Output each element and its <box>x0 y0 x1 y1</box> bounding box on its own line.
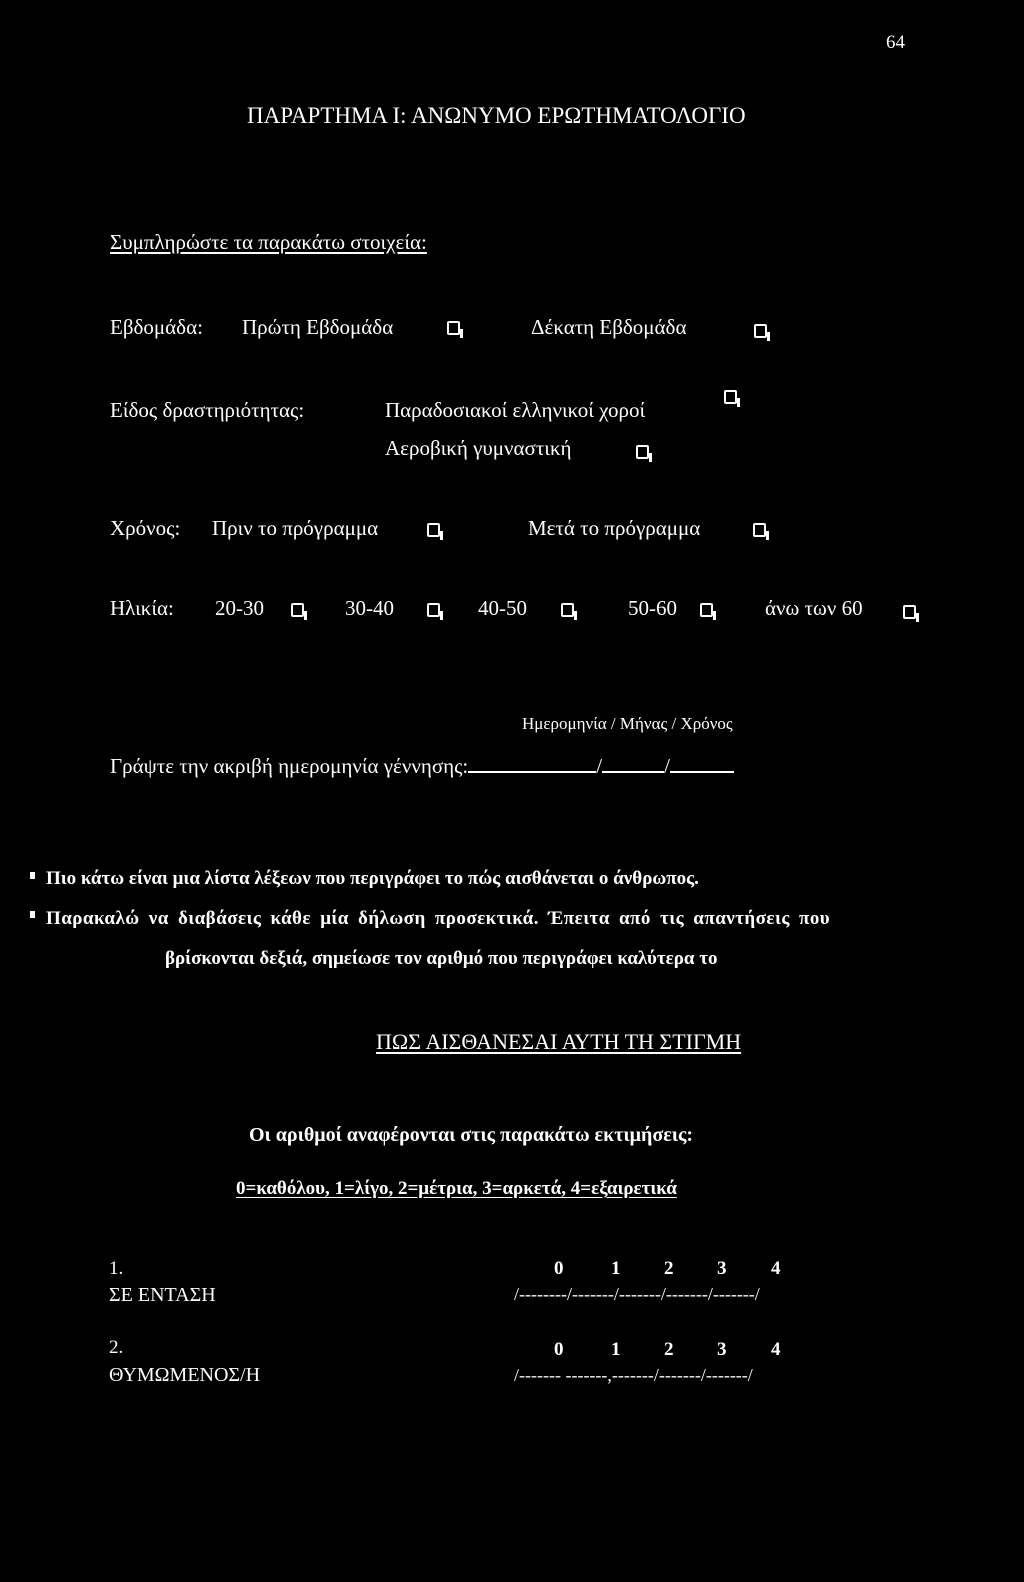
item-2-scale-1[interactable]: 1 <box>611 1339 621 1360</box>
time-option-after: Μετά το πρόγραμμα <box>528 516 701 540</box>
activity-aerobics-checkbox[interactable] <box>636 445 649 459</box>
time-label: Χρόνος: <box>110 516 181 540</box>
age-option-50-60: 50-60 <box>628 596 677 620</box>
week-label: Εβδομάδα: <box>110 315 203 339</box>
week-tenth-checkbox[interactable] <box>754 324 767 338</box>
item-2-scale-2[interactable]: 2 <box>664 1339 674 1360</box>
activity-dance-checkbox[interactable] <box>724 390 737 404</box>
age-label: Ηλικία: <box>110 596 174 620</box>
scale-intro: Οι αριθμοί αναφέρονται στις παρακάτω εκτιμήσεις: <box>249 1124 694 1146</box>
age-50-60-checkbox[interactable] <box>700 603 713 617</box>
time-before-checkbox[interactable] <box>427 523 440 537</box>
item-1-scale-2[interactable]: 2 <box>664 1258 674 1279</box>
page-title: ΠΑΡΑΡΤΗΜΑ Ι: ΑΝΩΝΥΜΟ ΕΡΩΤΗΜΑΤΟΛΟΓΙΟ <box>247 103 746 128</box>
bullet-marker-2 <box>30 911 35 918</box>
item-1-scale-3[interactable]: 3 <box>717 1258 727 1279</box>
bullet-marker-1 <box>30 872 35 879</box>
item-1-scale-1[interactable]: 1 <box>611 1258 621 1279</box>
item-1-scale-line: /--------/-------/-------/-------/-------/ <box>514 1284 760 1304</box>
scale-legend: 0=καθόλου, 1=λίγο, 2=μέτρια, 3=αρκετά, 4=εξαιρετικά <box>236 1178 677 1199</box>
week-first-checkbox[interactable] <box>447 321 460 335</box>
birthdate-month-field[interactable] <box>602 751 664 773</box>
time-option-before: Πριν το πρόγραμμα <box>212 516 379 540</box>
activity-label: Είδος δραστηριότητας: <box>110 398 305 422</box>
bullet-text-2-line-1: Παρακαλώ να διαβάσεις κάθε μία δήλωση προσεκτικά. Έπειτα από τις απαντήσεις που <box>46 908 831 929</box>
week-option-first: Πρώτη Εβδομάδα <box>242 315 394 339</box>
item-2-scale-4[interactable]: 4 <box>771 1339 781 1360</box>
age-20-30-checkbox[interactable] <box>291 603 304 617</box>
age-over-60-checkbox[interactable] <box>903 605 916 619</box>
week-option-tenth: Δέκατη Εβδομάδα <box>531 315 687 339</box>
age-40-50-checkbox[interactable] <box>561 603 574 617</box>
birthdate-row <box>110 751 734 779</box>
item-2-scale-0[interactable]: 0 <box>554 1339 564 1360</box>
time-after-checkbox[interactable] <box>753 523 766 537</box>
age-option-30-40: 30-40 <box>345 596 394 620</box>
age-30-40-checkbox[interactable] <box>427 603 440 617</box>
item-1-scale-0[interactable]: 0 <box>554 1258 564 1279</box>
bullet-text-1: Πιο κάτω είναι μια λίστα λέξεων που περιγράφει το πώς αισθάνεται ο άνθρωπος. <box>46 868 699 889</box>
age-option-over-60: άνω των 60 <box>765 596 863 620</box>
page-number: 64 <box>886 32 905 53</box>
birthdate-day-field[interactable] <box>468 751 596 773</box>
age-option-40-50: 40-50 <box>478 596 527 620</box>
item-number-2: 2. <box>109 1337 124 1358</box>
instructions-heading: Συμπληρώστε τα παρακάτω στοιχεία: <box>110 230 427 254</box>
activity-option-dance: Παραδοσιακοί ελληνικοί χοροί <box>385 398 646 422</box>
item-label-2: ΘΥΜΩΜΕΝΟΣ/Η <box>109 1364 261 1386</box>
item-label-1: ΣΕ ΕΝΤΑΣΗ <box>109 1284 216 1306</box>
bullet-text-2-line-2: βρίσκονται δεξιά, σημείωσε τον αριθμό που περιγράφει καλύτερα το <box>165 948 718 969</box>
item-2-scale-line: /------- -------,-------/-------/-------/ <box>514 1365 753 1385</box>
age-option-20-30: 20-30 <box>215 596 264 620</box>
birthdate-year-field[interactable] <box>670 751 734 773</box>
birthdate-separator-1: / <box>596 753 603 778</box>
item-2-scale-3[interactable]: 3 <box>717 1339 727 1360</box>
activity-option-aerobics: Αεροβική γυμναστική <box>385 436 572 460</box>
section-title: ΠΩΣ ΑΙΣΘΑΝΕΣΑΙ ΑΥΤΗ ΤΗ ΣΤΙΓΜΗ <box>376 1029 742 1054</box>
item-number-1: 1. <box>109 1258 124 1279</box>
birthdate-label: Γράψτε την ακριβή ημερομηνία γέννησης: <box>110 753 469 778</box>
birthdate-hint: Ημερομηνία / Μήνας / Χρόνος <box>522 714 733 733</box>
item-1-scale-4[interactable]: 4 <box>771 1258 781 1279</box>
birthdate-separator-2: / <box>664 753 670 778</box>
